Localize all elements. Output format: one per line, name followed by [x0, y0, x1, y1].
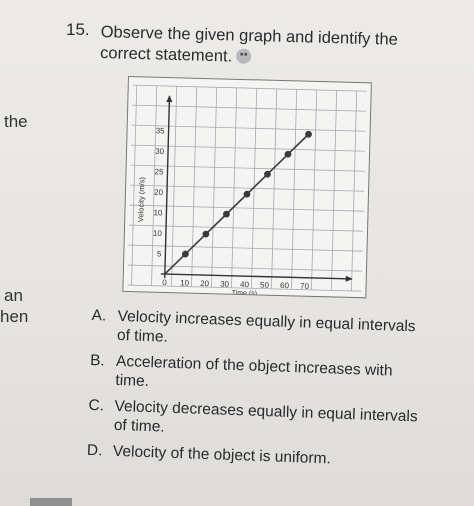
- x-tick-label: 50: [260, 280, 270, 290]
- x-tick-label: 60: [279, 281, 290, 291]
- page-edge-mark: [30, 498, 72, 506]
- x-tick-label: 0: [162, 277, 167, 288]
- grid-line-horizontal: [133, 85, 367, 91]
- x-tick-label: 40: [240, 280, 250, 290]
- answer-options: [86, 306, 421, 478]
- question-number: 15.: [66, 20, 90, 39]
- y-tick-label: 10: [152, 228, 163, 238]
- x-tick-label: 20: [200, 278, 210, 289]
- grid-line-horizontal: [129, 245, 363, 251]
- option-text: Velocity decreases equally in equal intervals of time.: [113, 397, 418, 436]
- y-tick-label: 25: [154, 167, 164, 177]
- option-letter: D.: [86, 441, 103, 460]
- question-emoji-icon: [236, 49, 251, 64]
- question-text: [100, 22, 441, 73]
- margin-word: the: [4, 112, 28, 131]
- y-tick-label: 35: [155, 126, 165, 136]
- y-tick-label: 10: [153, 208, 163, 218]
- option-letter: B.: [89, 351, 106, 370]
- x-axis-label: Time (s): [231, 289, 258, 298]
- y-tick-label: 20: [153, 187, 164, 197]
- grid-line-horizontal: [129, 225, 363, 231]
- option-d[interactable]: [87, 441, 417, 472]
- option-text: Velocity of the object is uniform.: [112, 442, 332, 468]
- velocity-time-graph: [122, 76, 372, 298]
- option-c[interactable]: [88, 396, 419, 445]
- grid-line-horizontal: [130, 205, 364, 211]
- x-tick-label: 70: [299, 281, 310, 291]
- y-axis-arrow-icon: [166, 95, 172, 102]
- grid-line-horizontal: [132, 105, 366, 111]
- y-axis-label: Velocity (m/s): [136, 176, 147, 223]
- y-tick-label: 5: [156, 249, 162, 259]
- margin-word: hen: [0, 307, 29, 326]
- option-letter: C.: [88, 396, 105, 415]
- grid-line-horizontal: [130, 185, 364, 191]
- y-tick-label: 30: [155, 146, 165, 156]
- grid-line-horizontal: [131, 165, 365, 171]
- grid-line-horizontal: [132, 125, 366, 131]
- x-tick-label: 10: [180, 278, 190, 288]
- grid-line-horizontal: [131, 145, 365, 151]
- grid-line-horizontal: [128, 265, 362, 271]
- x-axis: [161, 274, 352, 279]
- x-tick-label: 30: [220, 279, 230, 289]
- y-axis: [165, 96, 170, 278]
- option-b[interactable]: [89, 351, 420, 400]
- margin-word: an: [4, 286, 23, 305]
- chart-svg: [123, 77, 371, 297]
- option-text: Acceleration of the object increases with time.: [115, 352, 393, 391]
- option-letter: A.: [91, 306, 107, 325]
- question-statement: Observe the given graph and identify the correct statement.: [99, 22, 399, 66]
- option-text: Velocity increases equally in equal intervals of time.: [116, 307, 416, 346]
